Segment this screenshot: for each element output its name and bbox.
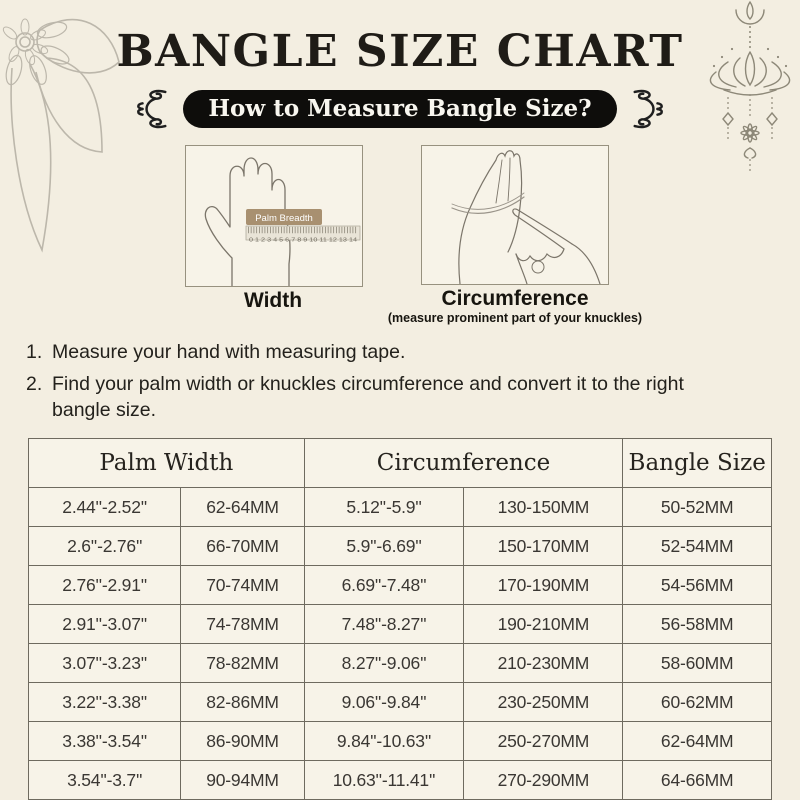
cell: 2.44''-2.52'' bbox=[29, 488, 181, 527]
cell: 190-210MM bbox=[464, 605, 623, 644]
circumference-note: (measure prominent part of your knuckles) bbox=[387, 311, 643, 325]
instruction-2 bbox=[26, 372, 738, 423]
palm-width-diagram bbox=[185, 145, 363, 287]
cell: 2.91''-3.07'' bbox=[29, 605, 181, 644]
swirl-left-icon bbox=[134, 87, 170, 131]
banner-row bbox=[0, 87, 800, 131]
cell: 62-64MM bbox=[623, 722, 772, 761]
table-row bbox=[29, 644, 772, 683]
pointing-hand-drawing bbox=[513, 209, 600, 284]
cell: 230-250MM bbox=[464, 683, 623, 722]
bangle-size-table bbox=[28, 438, 772, 800]
measuring-tape-ruler bbox=[246, 226, 360, 244]
header-circumference: Circumference bbox=[304, 439, 623, 488]
width-caption: Width bbox=[243, 289, 303, 312]
instruction-2-text: Find your palm width or knuckles circumference and convert it to the right bangle size. bbox=[52, 373, 684, 421]
table-row bbox=[29, 683, 772, 722]
instructions-list bbox=[26, 340, 738, 430]
cell: 74-78MM bbox=[181, 605, 304, 644]
cell: 50-52MM bbox=[623, 488, 772, 527]
table-row bbox=[29, 488, 772, 527]
cell: 82-86MM bbox=[181, 683, 304, 722]
cell: 2.76''-2.91'' bbox=[29, 566, 181, 605]
cell: 10.63''-11.41'' bbox=[304, 761, 464, 800]
cell: 78-82MM bbox=[181, 644, 304, 683]
cell: 150-170MM bbox=[464, 527, 623, 566]
cell: 90-94MM bbox=[181, 761, 304, 800]
page-title: BANGLE SIZE CHART bbox=[116, 26, 684, 77]
cell: 6.69''-7.48'' bbox=[304, 566, 464, 605]
cell: 66-70MM bbox=[181, 527, 304, 566]
cell: 5.9''-6.69'' bbox=[304, 527, 464, 566]
header-bangle-size: Bangle Size bbox=[623, 439, 772, 488]
cell: 86-90MM bbox=[181, 722, 304, 761]
table-row bbox=[29, 761, 772, 800]
cell: 62-64MM bbox=[181, 488, 304, 527]
cell: 130-150MM bbox=[464, 488, 623, 527]
cell: 3.22''-3.38'' bbox=[29, 683, 181, 722]
cell: 8.27''-9.06'' bbox=[304, 644, 464, 683]
cell: 58-60MM bbox=[623, 644, 772, 683]
instruction-2-number: 2. bbox=[26, 373, 43, 396]
circumference-caption: Circumference bbox=[441, 287, 589, 310]
cell: 9.84''-10.63'' bbox=[304, 722, 464, 761]
cell: 250-270MM bbox=[464, 722, 623, 761]
cell: 210-230MM bbox=[464, 644, 623, 683]
cell: 3.54''-3.7'' bbox=[29, 761, 181, 800]
table-header-row bbox=[29, 439, 772, 488]
header-palm-width: Palm Width bbox=[29, 439, 305, 488]
how-to-measure-banner: How to Measure Bangle Size? bbox=[183, 90, 616, 128]
cell: 9.06''-9.84'' bbox=[304, 683, 464, 722]
table-row bbox=[29, 527, 772, 566]
cell: 2.6''-2.76'' bbox=[29, 527, 181, 566]
cell: 64-66MM bbox=[623, 761, 772, 800]
tapered-hand-drawing bbox=[459, 151, 522, 284]
cell: 52-54MM bbox=[623, 527, 772, 566]
table-row bbox=[29, 566, 772, 605]
cell: 3.38''-3.54'' bbox=[29, 722, 181, 761]
instruction-1-text: Measure your hand with measuring tape. bbox=[52, 341, 406, 363]
swirl-right-icon bbox=[630, 87, 666, 131]
cell: 5.12''-5.9'' bbox=[304, 488, 464, 527]
table-row bbox=[29, 605, 772, 644]
palm-breadth-label bbox=[246, 209, 322, 225]
ruler-numbers: 0 1 2 3 4 5 6 7 8 9 10 11 12 13 14 bbox=[249, 237, 357, 244]
cell: 270-290MM bbox=[464, 761, 623, 800]
cell: 56-58MM bbox=[623, 605, 772, 644]
cell: 3.07''-3.23'' bbox=[29, 644, 181, 683]
svg-text:Palm Breadth: Palm Breadth bbox=[255, 213, 313, 224]
cell: 170-190MM bbox=[464, 566, 623, 605]
instruction-1 bbox=[26, 340, 738, 365]
cell: 60-62MM bbox=[623, 683, 772, 722]
table-row bbox=[29, 722, 772, 761]
cell: 54-56MM bbox=[623, 566, 772, 605]
circumference-diagram bbox=[421, 145, 609, 285]
cell: 70-74MM bbox=[181, 566, 304, 605]
instruction-1-number: 1. bbox=[26, 341, 43, 363]
cell: 7.48''-8.27'' bbox=[304, 605, 464, 644]
